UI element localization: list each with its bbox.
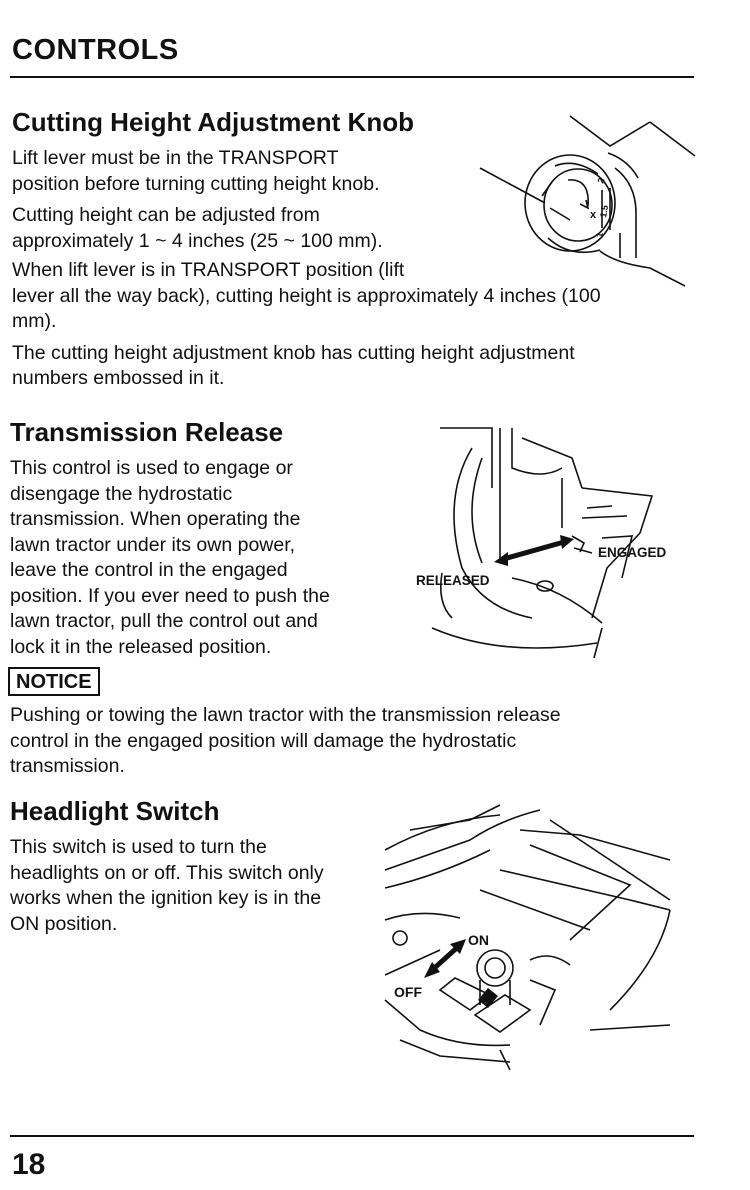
cutting-height-knob-illustration — [450, 108, 700, 288]
knob-number-2: 2 — [595, 176, 607, 185]
transmission-release-illustration — [412, 418, 690, 658]
transmission-release-heading: Transmission Release — [10, 417, 284, 447]
text-line: lock it in the released position. — [10, 635, 272, 658]
text-line: ON position. — [10, 912, 118, 935]
text-line: leave the control in the engaged — [10, 559, 288, 581]
cutting-height-heading: Cutting Height Adjustment Knob — [12, 107, 414, 137]
headlight-switch-text — [10, 835, 324, 937]
text-line: position before turning cutting height knob. — [12, 172, 380, 195]
text-line: Cutting height can be adjusted from — [12, 204, 320, 226]
headlight-switch-illustration — [380, 800, 680, 1070]
page-header-title: CONTROLS — [12, 34, 179, 66]
label-engaged: ENGAGED — [598, 545, 667, 560]
text-line: works when the ignition key is in the — [10, 887, 322, 909]
text-line: Lift lever must be in the TRANSPORT — [12, 147, 339, 169]
text-line: position. If you ever need to push the — [10, 584, 330, 607]
transmission-release-text — [10, 456, 330, 660]
page-number: 18 — [12, 1148, 46, 1181]
text-line: transmission. When operating the — [10, 508, 301, 530]
text-line: disengage the hydrostatic — [10, 482, 233, 505]
text-line: lawn tractor under its own power, — [10, 533, 296, 556]
text-line: lever all the way back), cutting height is approximately 4 inches (100 — [12, 284, 601, 307]
text-line: control in the engaged position will damage the hydrostatic — [10, 729, 517, 752]
text-line: transmission. — [10, 755, 125, 777]
text-line: mm). — [12, 310, 57, 332]
footer-rule — [10, 1135, 694, 1137]
header-rule — [10, 76, 694, 78]
text-line: headlights on or off. This switch only — [10, 861, 324, 884]
text-line: numbers embossed in it. — [12, 367, 225, 389]
text-line: approximately 1 ~ 4 inches (25 ~ 100 mm). — [12, 229, 383, 252]
knob-number-1-5: 1.5 — [598, 204, 611, 219]
notice-label: NOTICE — [8, 667, 100, 696]
knob-x-mark: x — [590, 209, 597, 221]
label-off: OFF — [394, 984, 422, 1000]
text-line: Pushing or towing the lawn tractor with the transmission release — [10, 704, 561, 726]
text-line: This switch is used to turn the — [10, 836, 267, 858]
notice-text — [10, 703, 561, 780]
label-released: RELEASED — [416, 573, 490, 588]
label-on: ON — [468, 932, 489, 948]
text-line: When lift lever is in TRANSPORT position (lift — [12, 259, 405, 281]
text-line: lawn tractor, pull the control out and — [10, 610, 318, 632]
headlight-switch-heading: Headlight Switch — [10, 796, 220, 826]
text-line: This control is used to engage or — [10, 457, 293, 479]
knob-number-1: 1 — [594, 231, 605, 239]
text-line: The cutting height adjustment knob has cutting height adjustment — [12, 341, 575, 364]
